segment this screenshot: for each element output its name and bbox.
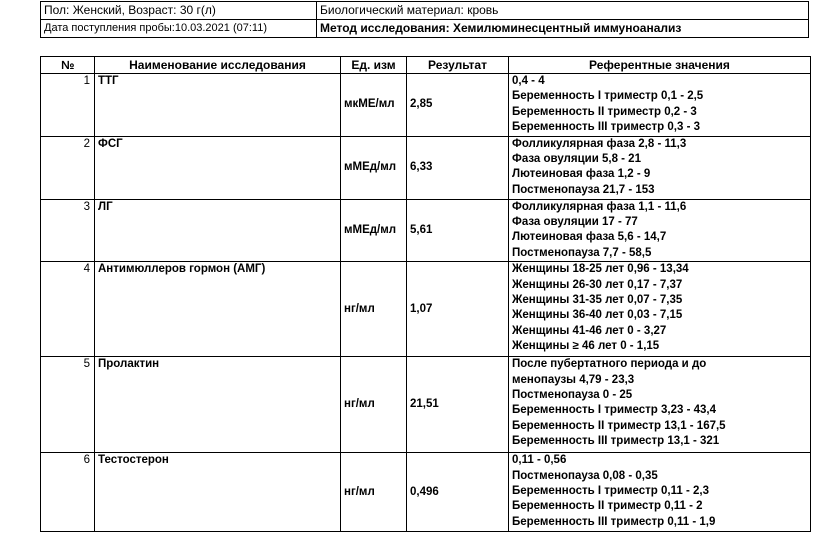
reference-line: Постменопауза 7,7 - 58,5 — [512, 246, 652, 259]
reference-line: Беременность I триместр 0,11 - 2,3 — [512, 485, 709, 498]
reference-values — [509, 74, 811, 137]
reference-values — [509, 357, 811, 453]
reference-line: Фолликулярная фаза 2,8 - 11,3 — [512, 137, 687, 150]
table-row — [41, 262, 811, 357]
reference-line: Постменопауза 0 - 25 — [512, 389, 633, 402]
biomaterial: Биологический материал: кровь — [317, 2, 809, 20]
reference-line: Женщины ≥ 46 лет 0 - 1,15 — [512, 340, 660, 353]
reference-line: Беременность II триместр 13,1 - 167,5 — [512, 419, 726, 432]
table-row — [41, 74, 811, 137]
table-row — [41, 453, 811, 532]
reference-line: Женщины 26-30 лет 0,17 - 7,37 — [512, 278, 683, 291]
header-name: Наименование исследования — [95, 57, 341, 74]
reference-line: Беременность II триместр 0,2 - 3 — [512, 105, 697, 118]
reference-line: Беременность II триместр 0,11 - 2 — [512, 500, 703, 513]
reference-line: Лютеиновая фаза 1,2 - 9 — [512, 168, 651, 181]
reference-line: Беременность I триместр 3,23 - 43,4 — [512, 404, 716, 417]
row-number: 2 — [41, 136, 95, 199]
reference-line: После пубертатного периода и до — [512, 358, 707, 371]
header-num: № — [41, 57, 95, 74]
reference-line: Фаза овуляции 17 - 77 — [512, 216, 638, 229]
reference-line: Беременность III триместр 0,11 - 1,9 — [512, 515, 716, 528]
test-unit: мкМЕ/мл — [341, 74, 407, 137]
patient-sex-age: Пол: Женский, Возраст: 30 г(л) — [41, 2, 317, 20]
test-result: 1,07 — [407, 262, 509, 357]
results-header-row — [41, 57, 811, 74]
row-number: 5 — [41, 357, 95, 453]
reference-line: Фаза овуляции 5,8 - 21 — [512, 153, 641, 166]
test-name: ФСГ — [95, 136, 341, 199]
reference-values — [509, 453, 811, 532]
row-number: 1 — [41, 74, 95, 137]
reference-line: Беременность I триместр 0,1 - 2,5 — [512, 90, 704, 103]
reference-line: Женщины 31-35 лет 0,07 - 7,35 — [512, 294, 683, 307]
patient-info-row — [41, 20, 809, 38]
test-unit: мМЕд/мл — [341, 199, 407, 262]
test-name: ТТГ — [95, 74, 341, 137]
reference-line: 0,4 - 4 — [512, 75, 545, 87]
reference-line: Постменопауза 21,7 - 153 — [512, 183, 655, 196]
reference-line: менопаузы 4,79 - 23,3 — [512, 373, 635, 386]
reference-line: 0,11 - 0,56 — [512, 454, 567, 467]
test-result: 5,61 — [407, 199, 509, 262]
test-method: Метод исследования: Хемилюминесцентный иммуноанализ — [317, 20, 809, 38]
test-name: ЛГ — [95, 199, 341, 262]
test-name: Антимюллеров гормон (АМГ) — [95, 262, 341, 357]
table-row — [41, 357, 811, 453]
test-name: Тестостерон — [95, 453, 341, 532]
reference-line: Лютеиновая фаза 5,6 - 14,7 — [512, 231, 667, 244]
patient-info-row — [41, 2, 809, 20]
reference-values — [509, 136, 811, 199]
reference-values — [509, 262, 811, 357]
test-unit: нг/мл — [341, 357, 407, 453]
row-number: 4 — [41, 262, 95, 357]
reference-line: Постменопауза 0,08 - 0,35 — [512, 469, 658, 482]
header-ref: Референтные значения — [509, 57, 811, 74]
row-number: 3 — [41, 199, 95, 262]
row-number: 6 — [41, 453, 95, 532]
test-result: 21,51 — [407, 357, 509, 453]
table-row — [41, 136, 811, 199]
test-result: 2,85 — [407, 74, 509, 137]
test-name: Пролактин — [95, 357, 341, 453]
header-result: Результат — [407, 57, 509, 74]
table-row — [41, 199, 811, 262]
reference-line: Женщины 36-40 лет 0,03 - 7,15 — [512, 309, 683, 322]
test-unit: нг/мл — [341, 453, 407, 532]
reference-line: Беременность III триместр 13,1 - 321 — [512, 435, 720, 448]
reference-line: Беременность III триместр 0,3 - 3 — [512, 121, 700, 134]
header-unit: Ед. изм — [341, 57, 407, 74]
results-table — [40, 56, 811, 532]
reference-values — [509, 199, 811, 262]
patient-info-table — [40, 1, 809, 38]
test-result: 0,496 — [407, 453, 509, 532]
reference-line: Фолликулярная фаза 1,1 - 11,6 — [512, 200, 687, 213]
test-result: 6,33 — [407, 136, 509, 199]
sample-date: Дата поступления пробы:10.03.2021 (07:11) — [41, 20, 317, 38]
test-unit: нг/мл — [341, 262, 407, 357]
reference-line: Женщины 41-46 лет 0 - 3,27 — [512, 324, 667, 337]
reference-line: Женщины 18-25 лет 0,96 - 13,34 — [512, 263, 689, 276]
test-unit: мМЕд/мл — [341, 136, 407, 199]
